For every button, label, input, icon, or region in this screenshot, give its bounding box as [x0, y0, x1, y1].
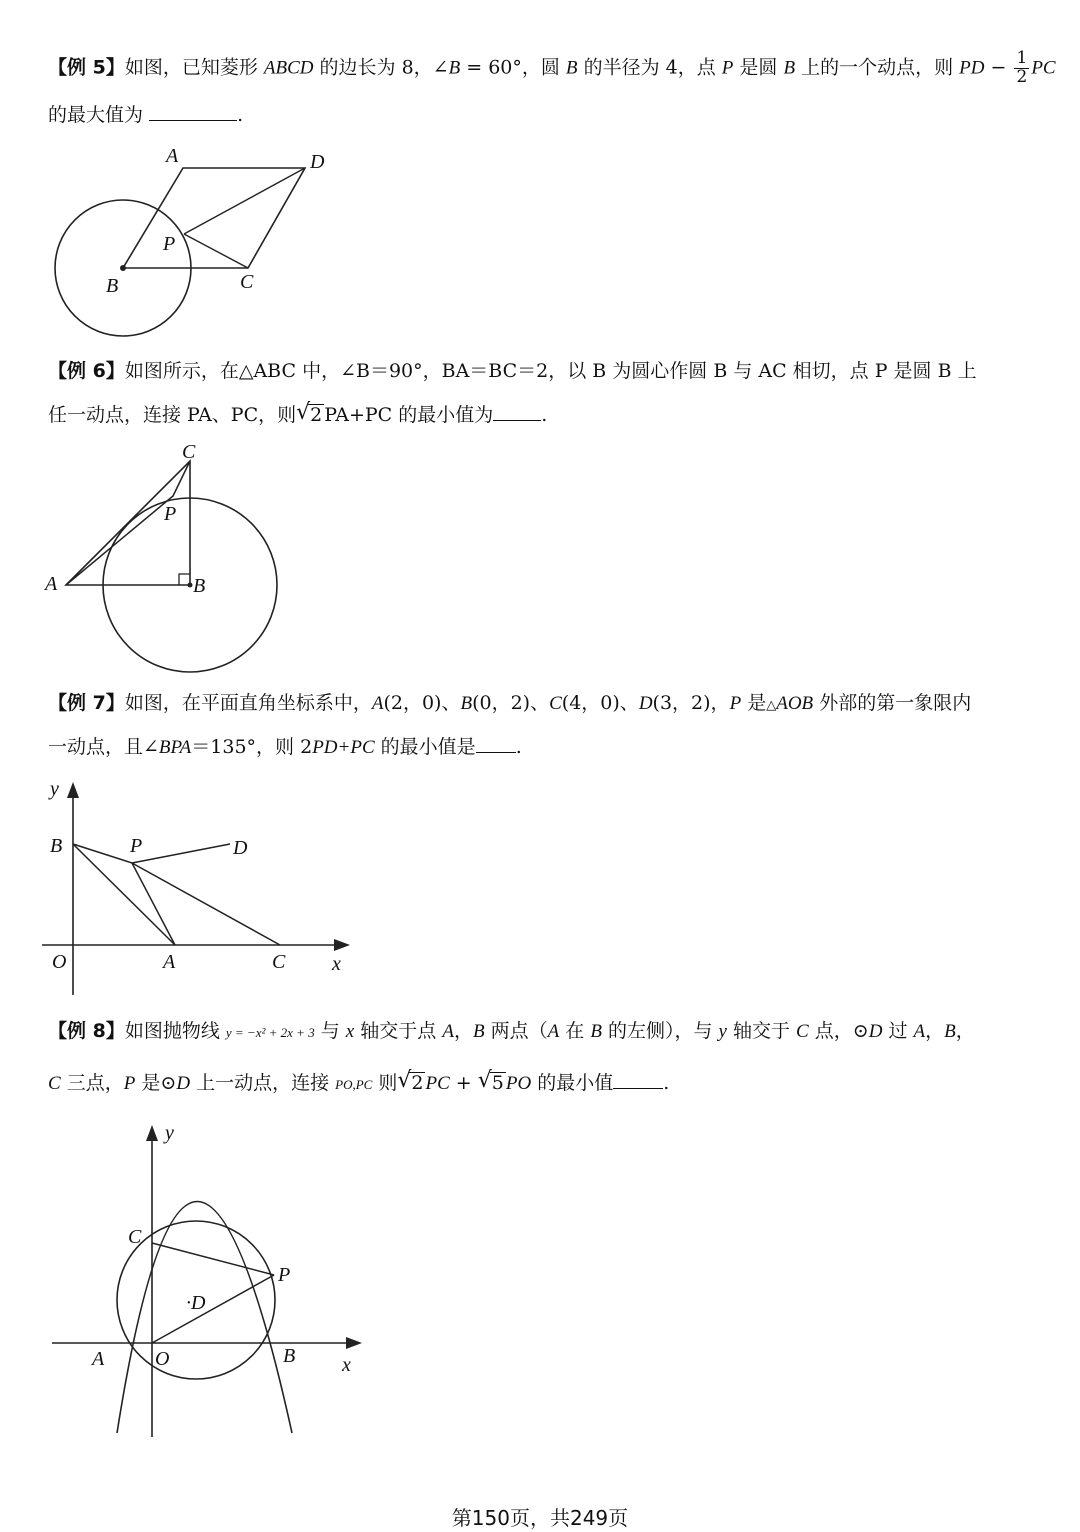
ex8-tag: 【例 8】: [48, 1020, 125, 1042]
label-c: C: [128, 1226, 142, 1248]
label-a: A: [45, 573, 58, 595]
label-b: B: [50, 835, 63, 857]
label-p: P: [278, 1264, 291, 1286]
label-b: B: [106, 275, 119, 297]
ex7-tag: 【例 7】: [48, 692, 125, 714]
ex8-figure: [0, 1115, 380, 1445]
ex7-line1: 【例 7】如图，在平面直角坐标系中，A(2，0)、B(0，2)、C(4，0)、D(3，2)，P 是△AOB 外部的第一象限内: [48, 692, 972, 714]
segment-pd: [132, 844, 230, 863]
segment-ba: [73, 844, 175, 945]
label-a: A: [163, 951, 176, 973]
y-axis-arrow: [146, 1125, 158, 1141]
ex5-line2: 的最大值为 .: [48, 104, 244, 126]
segment-po: [152, 1275, 274, 1343]
label-b: B: [283, 1345, 296, 1367]
ex7-figure: [0, 770, 370, 1000]
ex7-line2: 一动点，且∠BPA＝135°，则 2PD+PC 的最小值是 .: [48, 736, 522, 758]
x-axis-arrow: [334, 939, 350, 951]
ex6-line2: 任一动点，连接 PA、PC，则√ 2 PA+PC 的最小值为 .: [48, 404, 547, 427]
label-c: C: [240, 271, 254, 293]
label-x: x: [332, 953, 341, 975]
label-d: D: [233, 837, 248, 859]
label-d: ·D: [186, 1292, 206, 1314]
label-d: D: [310, 151, 325, 173]
point-b: [188, 583, 193, 588]
label-x: x: [342, 1354, 351, 1376]
sqrt-5: √ 5: [480, 1072, 506, 1095]
ex6-figure: [0, 436, 300, 676]
sqrt-2: √ 2: [298, 404, 324, 427]
page-footer: 第150页，共249页: [451, 1506, 629, 1530]
answer-blank: [149, 104, 237, 121]
label-o: O: [155, 1348, 170, 1370]
parabola: [117, 1202, 292, 1434]
ex8-line1: 【例 8】如图抛物线 y = −x² + 2x + 3 与 x 轴交于点 A，B 两点（A 在 B 的左侧），与 y 轴交于 C 点，⊙D 过 A，B，: [48, 1020, 975, 1042]
label-b: B: [193, 575, 206, 597]
label-y: y: [165, 1122, 174, 1144]
ex5-figure: [0, 140, 360, 345]
point-b: [120, 265, 126, 271]
label-p: P: [163, 233, 176, 255]
label-y: y: [50, 778, 59, 800]
sqrt-2: √ 2: [399, 1072, 425, 1095]
y-axis-arrow: [67, 782, 79, 798]
ex6-line1: 【例 6】如图所示，在△ABC 中，∠B＝90°，BA＝BC＝2，以 B 为圆心作圆 B 与 AC 相切，点 P 是圆 B 上: [48, 360, 977, 382]
answer-blank: [613, 1072, 663, 1089]
ex5-tag: 【例 5】: [48, 56, 125, 79]
label-p: P: [130, 835, 143, 857]
ex5-line1: 【例 5】如图，已知菱形 ABCD 的边长为 8，∠B = 60°，圆 B 的半径为 4，点 P 是圆 B 上的一个动点，则 PD − $\frac{1}{2}$ PC: [48, 48, 1056, 87]
label-o: O: [52, 951, 67, 973]
segment-pc: [184, 234, 248, 268]
answer-blank: [476, 736, 516, 753]
label-a: A: [92, 1348, 105, 1370]
ex5-fraction: $\frac{1}{2}$: [1016, 48, 1028, 87]
ex6-tag: 【例 6】: [48, 360, 125, 382]
label-p: P: [164, 503, 177, 525]
label-a: A: [166, 145, 179, 167]
label-c: C: [182, 441, 196, 463]
answer-blank: [493, 404, 541, 421]
label-c: C: [272, 951, 286, 973]
ex8-line2: C 三点，P 是⊙D 上一动点，连接 PO,PC 则√ 2 PC + √ 5 PO 的最小值 .: [48, 1072, 669, 1096]
x-axis-arrow: [346, 1337, 362, 1349]
